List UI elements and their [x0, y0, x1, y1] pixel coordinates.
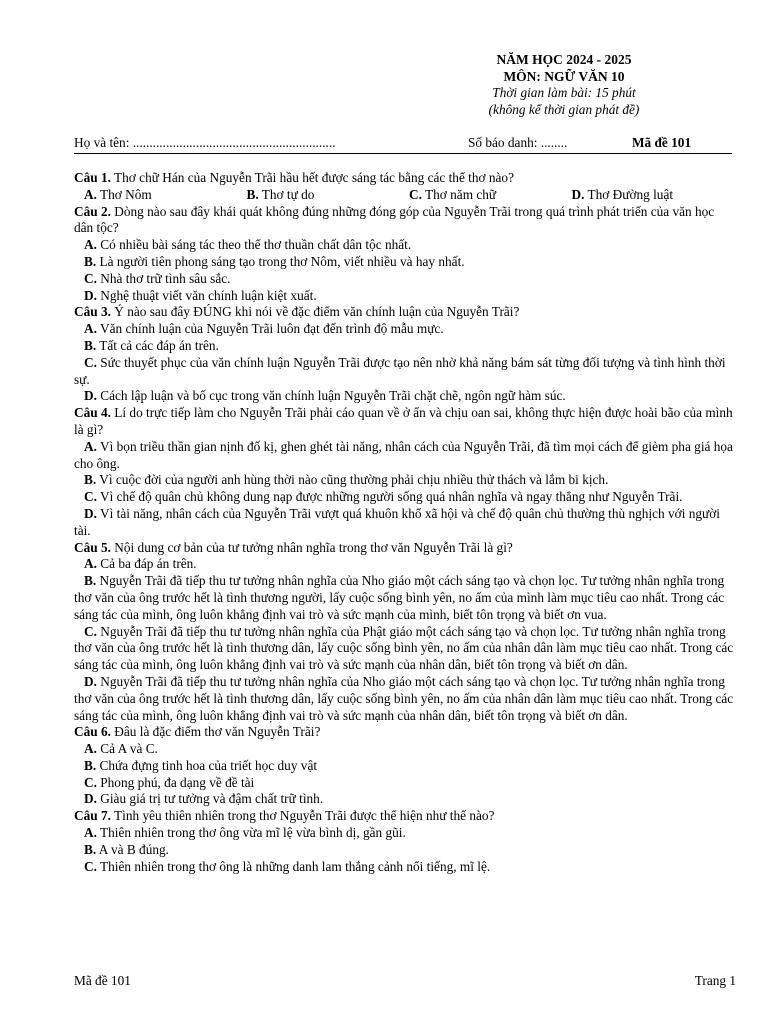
school-year: NĂM HỌC 2024 - 2025: [496, 52, 632, 67]
option-c: [74, 624, 734, 674]
exam-code: Mã đề 101: [632, 135, 692, 150]
option-a: [74, 321, 734, 338]
item-text: Thơ Đường luật: [584, 186, 674, 202]
item-text: Thơ Nôm: [96, 186, 152, 202]
item-label: D.: [84, 505, 97, 521]
item-text: Thơ năm chữ: [421, 186, 497, 202]
option-d: [74, 791, 734, 808]
item-text: Nội dung cơ bản của tư tưởng nhân nghĩa trong thơ văn Nguyễn Trãi là gì?: [110, 539, 513, 555]
item-text: Giàu giá trị tư tưởng và đậm chất trữ tình.: [96, 791, 324, 807]
page-footer: [74, 973, 736, 991]
item-label: D.: [84, 388, 97, 404]
option-d: [572, 187, 735, 204]
student-info-line: [74, 135, 732, 154]
item-text: Nghệ thuật viết văn chính luận kiệt xuất.: [96, 287, 317, 303]
item-label: D.: [84, 673, 97, 689]
page-number: Trang 1: [694, 973, 736, 988]
item-label: C.: [84, 270, 97, 286]
item-label: Câu 7.: [74, 808, 111, 824]
option-b: [74, 573, 734, 623]
item-label: B.: [84, 841, 97, 857]
question-1: [74, 170, 734, 187]
time-note: (không kể thời gian phát đề): [488, 101, 640, 117]
option-c: [74, 489, 734, 506]
item-text: Vì chế độ quân chủ không dung nạp được những người sống quá nhân nghĩa và ngay thẳng như Nguyễn Trãi.: [96, 489, 683, 505]
item-text: Cả A và C.: [96, 741, 158, 757]
item-text: Nguyễn Trãi đã tiếp thu tư tưởng nhân nghĩa của Nho giáo một cách sáng tạo và chọn lọc. Tư tưởng nhân nghĩa trong thơ văn của ông trước hết là tình thương dân, lấy cuộc sống bình yên, no ấm của nhân dân làm mục tiêu cao nhất. Trong các sáng tác của mình, ông luôn khẳng định vai trò và sức mạnh của nhân dân, biết tôn trọng và biết ơn dân.: [74, 673, 734, 723]
question-1-options: [74, 187, 734, 204]
item-text: Tình yêu thiên nhiên trong thơ Nguyễn Trãi được thể hiện như thế nào?: [110, 808, 495, 824]
item-label: C.: [84, 623, 97, 639]
item-text: Cả ba đáp án trên.: [96, 556, 197, 572]
item-label: A.: [84, 186, 97, 202]
item-label: B.: [84, 757, 97, 773]
item-label: A.: [84, 556, 97, 572]
item-label: D.: [84, 287, 97, 303]
item-text: A và B đúng.: [96, 841, 169, 857]
item-label: C.: [84, 489, 97, 505]
option-b: [247, 187, 410, 204]
item-label: Câu 1.: [74, 170, 111, 185]
item-label: A.: [84, 741, 97, 757]
exam-header: [448, 52, 680, 118]
option-c: [74, 271, 734, 288]
item-label: C.: [84, 774, 97, 790]
candidate-number-field: Số báo danh: ........: [468, 135, 568, 150]
item-text: Nhà thơ trữ tình sâu sắc.: [96, 270, 231, 286]
item-label: C.: [84, 858, 97, 874]
question-7: [74, 808, 734, 825]
item-text: Cách lập luận và bố cục trong văn chính luận Nguyễn Trãi chặt chẽ, ngôn ngữ hàm súc.: [96, 388, 566, 404]
item-label: B.: [84, 253, 97, 269]
question-2: [74, 204, 734, 238]
item-text: Vì bọn triều thần gian nịnh đố kị, ghen ghét tài năng, nhân cách của Nguyễn Trãi, đã tìm mọi cách để gièm pha giá họa cho ông.: [74, 438, 733, 471]
option-c: [74, 859, 734, 876]
item-text: Thiên nhiên trong thơ ông là những danh lam thắng cảnh nổi tiếng, mĩ lệ.: [96, 858, 491, 874]
item-text: Vì tài năng, nhân cách của Nguyễn Trãi vượt quá khuôn khổ xã hội và chế độ quân chủ thường thù nghịch với người tài.: [74, 505, 720, 538]
item-label: B.: [246, 186, 259, 202]
item-label: D.: [84, 791, 97, 807]
option-a: [84, 187, 247, 204]
item-text: Thơ chữ Hán của Nguyễn Trãi hầu hết được sáng tác bằng các thể thơ nào?: [110, 170, 514, 185]
option-b: [74, 338, 734, 355]
exam-time: Thời gian làm bài: 15 phút: [492, 85, 636, 100]
option-a: [74, 439, 734, 473]
option-b: [74, 758, 734, 775]
item-text: Ý nào sau đây ĐÚNG khi nói về đặc điểm văn chính luận của Nguyễn Trãi?: [110, 304, 520, 320]
option-b: [74, 842, 734, 859]
question-5: [74, 540, 734, 557]
option-d: [74, 674, 734, 724]
question-3: [74, 304, 734, 321]
item-label: Câu 2.: [74, 203, 111, 219]
item-label: C.: [409, 186, 422, 202]
item-label: A.: [84, 321, 97, 337]
item-label: Câu 6.: [74, 724, 111, 740]
item-label: B.: [84, 337, 97, 353]
item-label: B.: [84, 573, 97, 589]
item-text: Có nhiều bài sáng tác theo thể thơ thuần chất dân tộc nhất.: [96, 237, 412, 253]
item-label: D.: [571, 186, 585, 202]
option-d: [74, 288, 734, 305]
item-label: B.: [84, 472, 97, 488]
item-text: Đâu là đặc điểm thơ văn Nguyễn Trãi?: [110, 724, 321, 740]
item-text: Dòng nào sau đây khái quát không đúng những đóng góp của Nguyễn Trãi trong quá trình phát triển của văn học dân tộc?: [74, 203, 715, 236]
item-text: Nguyễn Trãi đã tiếp thu tư tưởng nhân nghĩa của Nho giáo một cách sáng tạo và chọn lọc. Tư tưởng nhân nghĩa trong thơ văn của ông trước hết là tình thương người, lấy cuộc sống bình yên, no ấm của mình làm mục tiêu cao nhất. Trong các sáng tác của mình, ông luôn khẳng định vai trò và sức mạnh của mình, biết tôn trọng và biết ơn vua.: [74, 573, 725, 622]
option-a: [74, 556, 734, 573]
option-c: [74, 775, 734, 792]
option-a: [74, 825, 734, 842]
item-text: Lí do trực tiếp làm cho Nguyễn Trãi phải cáo quan về ở ẩn và chịu oan sai, không thực hiện được hoài bão của mình là gì?: [74, 405, 733, 437]
option-d: [74, 388, 734, 405]
item-label: A.: [84, 237, 97, 253]
item-text: Là người tiên phong sáng tạo trong thơ Nôm, viết nhiều và hay nhất.: [96, 253, 465, 269]
item-text: Vì cuộc đời của người anh hùng thời nào cũng thường phải chịu nhiều thử thách và lắm bi kịch.: [96, 472, 609, 488]
option-b: [74, 254, 734, 271]
item-label: A.: [84, 438, 97, 454]
item-text: Sức thuyết phục của văn chính luận Nguyễn Trãi được tạo nên nhờ khả năng bám sát từng đối tượng và tình hình thời sự.: [74, 354, 726, 387]
student-name-field: Họ và tên: .............................................................: [74, 135, 336, 150]
option-a: [74, 237, 734, 254]
footer-exam-code: Mã đề 101: [74, 973, 131, 988]
question-list: [74, 170, 734, 875]
question-4: [74, 405, 734, 439]
option-b: [74, 472, 734, 489]
option-c: [409, 187, 572, 204]
item-text: Chứa đựng tinh hoa của triết học duy vật: [96, 757, 318, 773]
item-label: Câu 5.: [74, 539, 111, 555]
item-label: A.: [84, 825, 97, 841]
item-text: Thiên nhiên trong thơ ông vừa mĩ lệ vừa bình dị, gần gũi.: [96, 825, 406, 841]
item-label: Câu 4.: [74, 405, 111, 421]
option-a: [74, 741, 734, 758]
item-label: Câu 3.: [74, 304, 111, 320]
item-text: Phong phú, đa dạng về đề tài: [96, 774, 255, 790]
subject: MÔN: NGỮ VĂN 10: [503, 68, 625, 84]
item-text: Văn chính luận của Nguyễn Trãi luôn đạt đến trình độ mẫu mực.: [96, 321, 444, 337]
option-c: [74, 355, 734, 389]
item-text: Thơ tự do: [258, 186, 315, 202]
question-6: [74, 724, 734, 741]
item-label: C.: [84, 354, 97, 370]
option-d: [74, 506, 734, 540]
item-text: Nguyễn Trãi đã tiếp thu tư tưởng nhân nghĩa của Phật giáo một cách sáng tạo và chọn lọc. Tư tưởng nhân nghĩa trong thơ văn của ông trước hết là tình thương dân, lấy cuộc sống bình yên, no ấm của nhân dân làm mục tiêu cao nhất. Trong các sáng tác của mình, ông luôn khẳng định vai trò và sức mạnh của nhân dân, biết tôn trọng và biết ơn dân.: [74, 623, 734, 673]
item-text: Tất cả các đáp án trên.: [96, 337, 219, 353]
